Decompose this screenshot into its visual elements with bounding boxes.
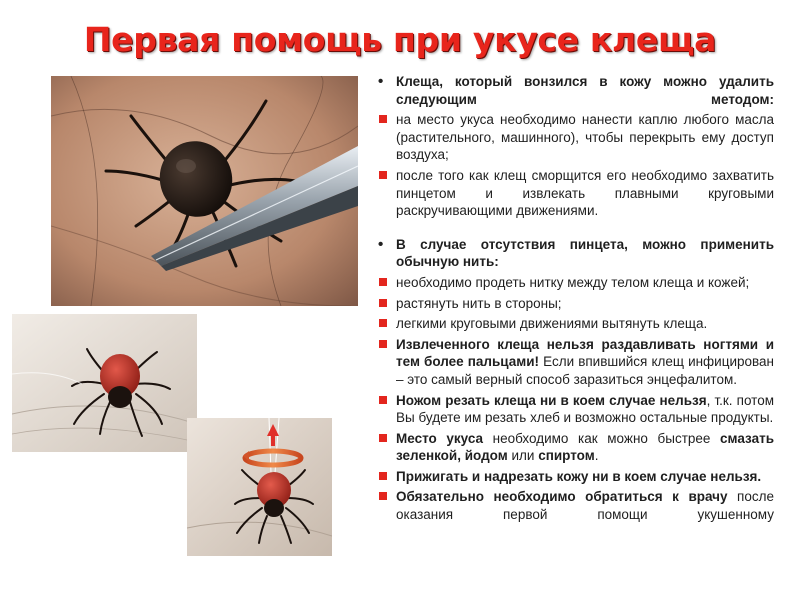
tick-on-skin-photo	[12, 314, 197, 452]
warning-doctor-text: после оказания первой помощи укушенному	[396, 489, 774, 523]
instructions-list	[378, 73, 774, 524]
warning-spot-text-2: или	[507, 448, 539, 464]
warning-knife-bold: Ножом резать клеща ни в коем случае нельзя	[396, 392, 707, 408]
warning-crush-bold: Извлеченного клеща нельзя раздавливать ногтями и тем более пальцами!	[396, 336, 774, 370]
warning-burn: Прижигать и надрезать кожу ни в коем случае нельзя.	[378, 468, 774, 486]
page-title: Первая помощь при укусе клеща	[83, 20, 717, 59]
warning-spot-bold-2: смазать зеленкой, йодом	[396, 430, 774, 464]
warning-spot-text-3: .	[594, 448, 599, 464]
method2-heading: • В случае отсутствия пинцета, можно применить обычную нить:	[378, 236, 774, 271]
warning-knife-text: , т.к. потом Вы будете им резать хлеб и возможно остальные продукты.	[396, 392, 774, 426]
warning-knife	[378, 392, 774, 427]
list-item: после того как клещ сморщится его необходимо захватить пинцетом и извлекать плавными круговыми раскручивающими движениями.	[378, 167, 774, 220]
list-item: необходимо продеть нитку между телом клеща и кожей;	[378, 274, 774, 292]
warning-spot-bold-1: Место укуса	[396, 430, 484, 446]
warning-crush-text: Если впившийся клещ инфицирован – это самый верный способ заразиться энцефалитом.	[396, 354, 774, 387]
list-item: легкими круговыми движениями вытянуть клеща.	[378, 315, 774, 333]
method1-heading: • Клеща, который вонзился в кожу можно удалить следующим методом:	[378, 73, 774, 108]
warning-doctor	[378, 488, 774, 523]
warning-crush	[378, 336, 774, 389]
list-item: на место укуса необходимо нанести каплю любого масла (растительного, машинного), чтобы перекрыть ему доступ воздуха;	[378, 111, 774, 164]
warning-spot-bold-3: спиртом	[538, 448, 595, 464]
tick-twist-removal-photo	[187, 418, 332, 556]
warning-spot	[378, 430, 774, 465]
warning-doctor-bold: Обязательно необходимо обратиться к врачу	[396, 489, 728, 505]
warning-spot-text-1: необходимо как можно быстрее	[483, 430, 721, 446]
instructions-text	[378, 73, 774, 527]
tick-removal-tweezers-photo	[51, 76, 358, 306]
list-item: растянуть нить в стороны;	[378, 295, 774, 313]
